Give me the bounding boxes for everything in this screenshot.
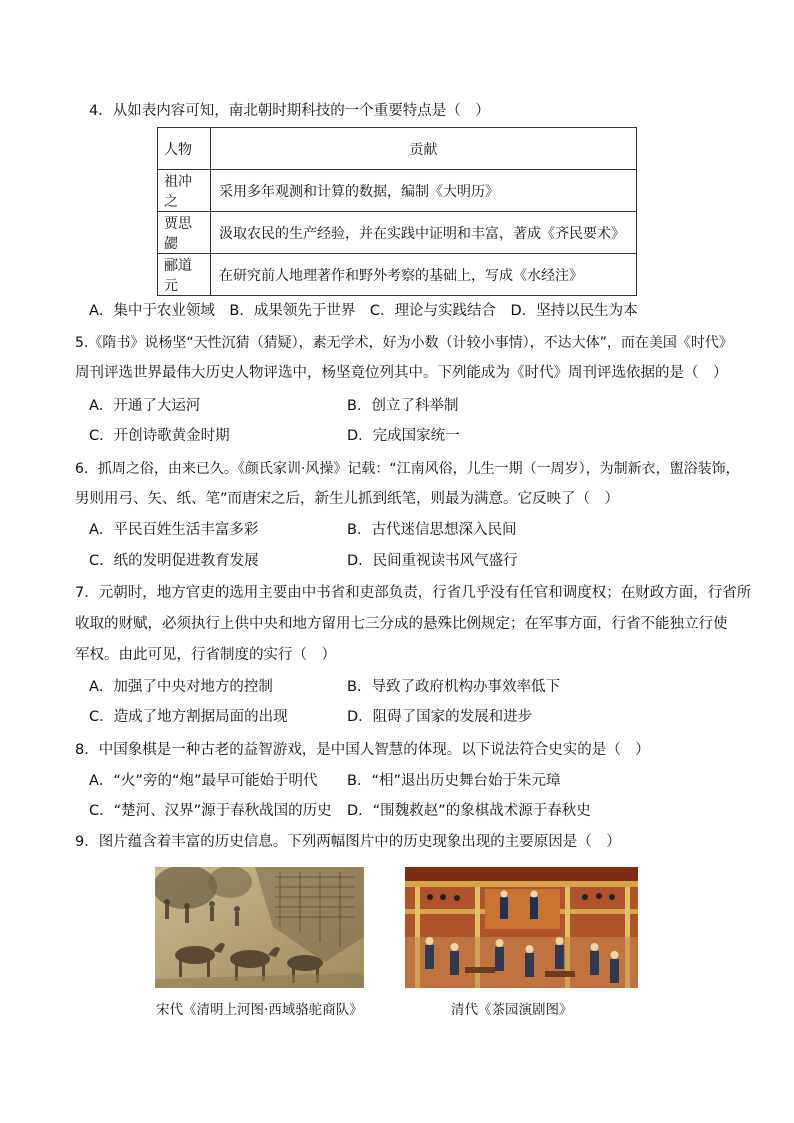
q7-stem-line1: 7．元朝时，地方官吏的选用主要由中书省和吏部负责，行省几乎没有任官和调度权；在财政方面，行省所 <box>75 585 752 601</box>
q7-option-d: D．阻碍了国家的发展和进步 <box>347 709 533 725</box>
table-cell: 采用多年观测和计算的数据，编制《大明历》 <box>211 170 637 212</box>
q4-options: A．集中于农业领域 B．成果领先于世界 C．理论与实践结合 D．坚持以民生为本 <box>89 303 638 319</box>
q5-stem-line2: 周刊评选世界最伟大历史人物评选中，杨坚竟位列其中。下列能成为《时代》周刊评选依据的是（ ） <box>75 365 728 381</box>
tea-garden-opera-svg <box>405 867 638 988</box>
q7-option-c: C．造成了地方割据局面的出现 <box>89 709 288 725</box>
table-cell: 祖冲之 <box>158 170 211 212</box>
q5-option-c: C．开创诗歌黄金时期 <box>89 428 230 444</box>
q5-option-d: D．完成国家统一 <box>347 428 460 444</box>
q8-stem: 8．中国象棋是一种古老的益智游戏，是中国人智慧的体现。以下说法符合史实的是（ ） <box>75 742 650 758</box>
q6-stem-line1: 6．抓周之俗，由来已久。《颜氏家训·风操》记载：“江南风俗，儿生一期（一周岁），为制新衣，盥浴装饰， <box>75 461 740 477</box>
qingming-painting-image <box>155 867 364 988</box>
table-row <box>158 254 637 296</box>
table-row <box>158 170 637 212</box>
q7-option-a: A．加强了中央对地方的控制 <box>89 679 273 695</box>
q6-stem-line2: 男则用弓、矢、纸、笔”而唐宋之后，新生儿抓到纸笔，则最为满意。它反映了（ ） <box>75 491 620 507</box>
q5-option-b: B．创立了科举制 <box>347 398 459 414</box>
tea-garden-opera-image <box>405 867 638 988</box>
q8-option-d: D．“围魏救赵”的象棋战术源于春秋史 <box>347 803 591 819</box>
q8-option-c: C．“楚河、汉界”源于春秋战国的历史 <box>89 803 332 819</box>
table-cell: 郦道元 <box>158 254 211 296</box>
q8-option-a: A．“火”旁的“炮”最早可能始于明代 <box>89 773 318 789</box>
q5-stem-line1: 5.《隋书》说杨坚“天性沉猜（猜疑），素无学术，好为小数（计较小事情），不达大体”，而在美国《时代》 <box>75 335 733 351</box>
table-header-cell: 人物 <box>158 128 211 170</box>
table-cell: 在研究前人地理著作和野外考察的基础上，写成《水经注》 <box>211 254 637 296</box>
q7-stem-line2: 收取的财赋，必须执行上供中央和地方留用七三分成的悬殊比例规定；在军事方面，行省不能独立行使 <box>75 616 728 632</box>
q6-option-c: C．纸的发明促进教育发展 <box>89 553 259 569</box>
q7-stem-line3: 军权。由此可见，行省制度的实行（ ） <box>75 647 336 663</box>
table-header-cell: 贡献 <box>211 128 637 170</box>
q7-option-b: B．导致了政府机构办事效率低下 <box>347 679 560 695</box>
qingming-painting-svg <box>155 867 364 988</box>
q9-stem: 9．图片蕴含着丰富的历史信息。下列两幅图片中的历史现象出现的主要原因是（ ） <box>75 834 621 850</box>
table-cell: 汲取农民的生产经验，并在实践中证明和丰富，著成《齐民要术》 <box>211 212 637 254</box>
q6-option-b: B．古代迷信思想深入民间 <box>347 522 517 538</box>
table-cell: 贾思勰 <box>158 212 211 254</box>
q6-option-a: A．平民百姓生活丰富多彩 <box>89 522 259 538</box>
q4-stem: 4．从如表内容可知，南北朝时期科技的一个重要特点是（ ） <box>89 103 490 119</box>
table-row <box>158 212 637 254</box>
q8-option-b: B．“相”退出历史舞台始于朱元璋 <box>347 773 561 789</box>
tea-garden-opera-caption: 清代《茶园演剧图》 <box>451 1002 573 1018</box>
q5-option-a: A．开通了大运河 <box>89 398 201 414</box>
q6-option-d: D．民间重视读书风气盛行 <box>347 553 518 569</box>
qingming-caption: 宋代《清明上河图·西域骆驼商队》 <box>156 1002 363 1018</box>
q4-table <box>157 127 637 296</box>
table-header-row <box>158 128 637 170</box>
